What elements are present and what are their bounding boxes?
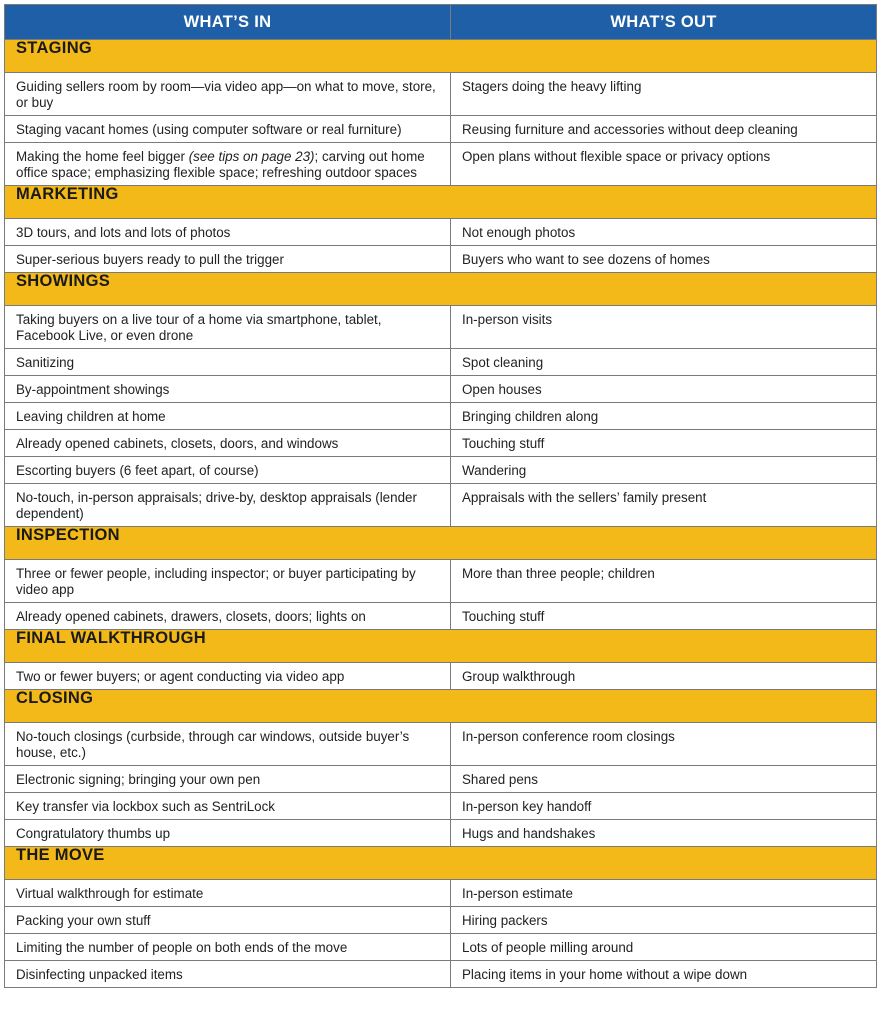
out-cell: Open houses — [451, 376, 877, 403]
whats-out-header: WHAT’S OUT — [451, 5, 877, 40]
section-title: SHOWINGS — [5, 273, 877, 306]
section-title: STAGING — [5, 40, 877, 73]
in-cell: No-touch closings (curbside, through car windows, outside buyer’s house, etc.) — [5, 723, 451, 766]
table-row — [5, 430, 877, 457]
table-row — [5, 934, 877, 961]
out-cell: In-person key handoff — [451, 793, 877, 820]
out-cell: In-person visits — [451, 306, 877, 349]
in-cell: Electronic signing; bringing your own pen — [5, 766, 451, 793]
out-cell: Wandering — [451, 457, 877, 484]
table-row — [5, 219, 877, 246]
out-cell: Bringing children along — [451, 403, 877, 430]
table-row — [5, 306, 877, 349]
out-cell: Lots of people milling around — [451, 934, 877, 961]
in-cell: Virtual walkthrough for estimate — [5, 880, 451, 907]
section-header-the-move — [5, 847, 877, 880]
out-cell: Open plans without flexible space or privacy options — [451, 143, 877, 186]
in-cell: Sanitizing — [5, 349, 451, 376]
section-title: CLOSING — [5, 690, 877, 723]
whats-in-whats-out-table — [4, 4, 877, 988]
table-row — [5, 403, 877, 430]
in-cell: Two or fewer buyers; or agent conducting via video app — [5, 663, 451, 690]
in-cell: Three or fewer people, including inspector; or buyer participating by video app — [5, 560, 451, 603]
in-cell: No-touch, in-person appraisals; drive-by, desktop appraisals (lender dependent) — [5, 484, 451, 527]
section-header-staging — [5, 40, 877, 73]
out-cell: Group walkthrough — [451, 663, 877, 690]
in-text: Making the home feel bigger — [16, 149, 189, 164]
comparison-table-wrapper — [4, 4, 876, 988]
in-cell: Guiding sellers room by room—via video app—on what to move, store, or buy — [5, 73, 451, 116]
in-cell: Leaving children at home — [5, 403, 451, 430]
in-cell: Taking buyers on a live tour of a home via smartphone, tablet, Facebook Live, or even drone — [5, 306, 451, 349]
out-cell: More than three people; children — [451, 560, 877, 603]
table-row — [5, 246, 877, 273]
in-text: ; carving out home office space; emphasizing flexible space; refreshing outdoor spaces — [16, 149, 425, 180]
table-row — [5, 961, 877, 988]
table-row — [5, 143, 877, 186]
table-row — [5, 820, 877, 847]
whats-in-header: WHAT’S IN — [5, 5, 451, 40]
in-cell: Congratulatory thumbs up — [5, 820, 451, 847]
table-row — [5, 603, 877, 630]
table-row — [5, 560, 877, 603]
table-row — [5, 457, 877, 484]
in-cell: Limiting the number of people on both ends of the move — [5, 934, 451, 961]
section-header-inspection — [5, 527, 877, 560]
table-row — [5, 766, 877, 793]
table-row — [5, 73, 877, 116]
out-cell: Placing items in your home without a wipe down — [451, 961, 877, 988]
out-cell: Stagers doing the heavy lifting — [451, 73, 877, 116]
in-cell: By-appointment showings — [5, 376, 451, 403]
table-header-row — [5, 5, 877, 40]
section-title: THE MOVE — [5, 847, 877, 880]
in-cell: Super-serious buyers ready to pull the trigger — [5, 246, 451, 273]
in-cell: Already opened cabinets, closets, doors, and windows — [5, 430, 451, 457]
in-cell: Staging vacant homes (using computer software or real furniture) — [5, 116, 451, 143]
out-cell: Hugs and handshakes — [451, 820, 877, 847]
out-cell: In-person conference room closings — [451, 723, 877, 766]
out-cell: Spot cleaning — [451, 349, 877, 376]
out-cell: Appraisals with the sellers’ family present — [451, 484, 877, 527]
in-cell: Disinfecting unpacked items — [5, 961, 451, 988]
in-cell: 3D tours, and lots and lots of photos — [5, 219, 451, 246]
section-header-marketing — [5, 186, 877, 219]
table-row — [5, 793, 877, 820]
section-header-closing — [5, 690, 877, 723]
table-row — [5, 116, 877, 143]
out-cell: Reusing furniture and accessories without deep cleaning — [451, 116, 877, 143]
section-title: MARKETING — [5, 186, 877, 219]
out-cell: Hiring packers — [451, 907, 877, 934]
table-row — [5, 484, 877, 527]
section-header-showings — [5, 273, 877, 306]
table-row — [5, 349, 877, 376]
out-cell: Shared pens — [451, 766, 877, 793]
in-cell: Escorting buyers (6 feet apart, of course) — [5, 457, 451, 484]
in-cell: Packing your own stuff — [5, 907, 451, 934]
table-row — [5, 723, 877, 766]
table-row — [5, 663, 877, 690]
table-row — [5, 880, 877, 907]
in-cell: Key transfer via lockbox such as SentriLock — [5, 793, 451, 820]
out-cell: Not enough photos — [451, 219, 877, 246]
in-cell — [5, 143, 451, 186]
out-cell: Buyers who want to see dozens of homes — [451, 246, 877, 273]
section-title: INSPECTION — [5, 527, 877, 560]
section-header-final-walkthrough — [5, 630, 877, 663]
page-reference: (see tips on page 23) — [188, 149, 315, 164]
out-cell: Touching stuff — [451, 430, 877, 457]
table-row — [5, 907, 877, 934]
out-cell: In-person estimate — [451, 880, 877, 907]
out-cell: Touching stuff — [451, 603, 877, 630]
in-cell: Already opened cabinets, drawers, closets, doors; lights on — [5, 603, 451, 630]
section-title: FINAL WALKTHROUGH — [5, 630, 877, 663]
table-row — [5, 376, 877, 403]
